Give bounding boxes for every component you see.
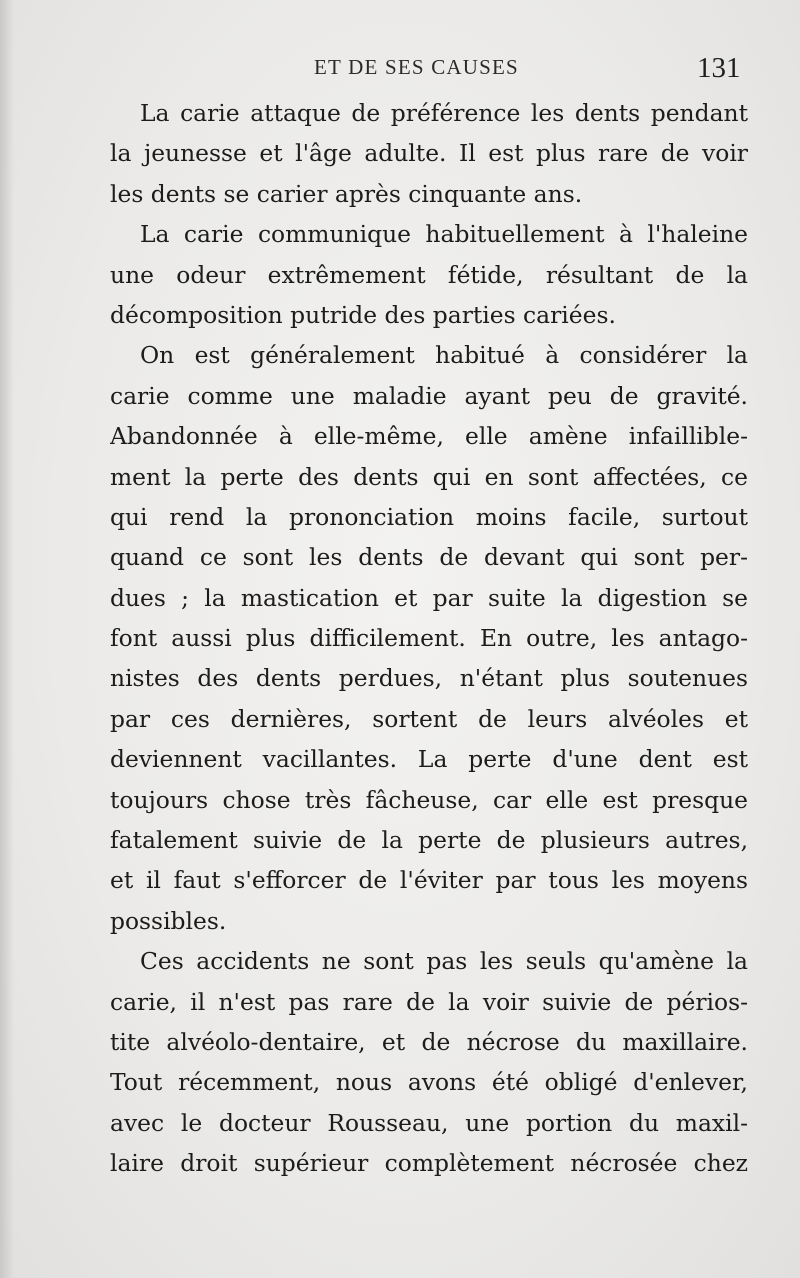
page-number: 131: [697, 52, 741, 84]
text-line: carie comme une maladie ayant peu de gravité.: [110, 381, 748, 410]
body-text: [110, 93, 748, 1184]
text-line: deviennent vacillantes. La perte d'une dent est: [110, 745, 748, 774]
text-line: les dents se carier après cinquante ans.: [110, 179, 583, 208]
text-line: fatalement suivie de la perte de plusieurs autres,: [110, 826, 748, 855]
text-line: laire droit supérieur complètement nécrosée chez: [110, 1149, 748, 1178]
page-edge-shadow: [0, 0, 14, 1278]
text-line: Abandonnée à elle-même, elle amène infaillible-: [110, 422, 748, 451]
text-line: carie, il n'est pas rare de la voir suivie de périos-: [110, 987, 748, 1016]
text-line: Tout récemment, nous avons été obligé d'enlever,: [110, 1068, 748, 1097]
text-line: nistes des dents perdues, n'étant plus soutenues: [110, 664, 748, 693]
text-line: la jeunesse et l'âge adulte. Il est plus rare de voir: [110, 139, 748, 168]
text-line: dues ; la mastication et par suite la digestion se: [110, 583, 748, 612]
text-line: La carie attaque de préférence les dents pendant: [140, 99, 748, 127]
text-line: décomposition putride des parties cariées.: [110, 300, 616, 329]
text-line: avec le docteur Rousseau, une portion du maxil-: [110, 1108, 748, 1137]
text-line: ment la perte des dents qui en sont affectées, ce: [110, 462, 748, 491]
text-line: quand ce sont les dents de devant qui sont per-: [110, 543, 748, 572]
text-line: qui rend la prononciation moins facile, surtout: [110, 502, 748, 531]
text-line: possibles.: [110, 906, 227, 935]
text-line: une odeur extrêmement fétide, résultant de la: [110, 260, 748, 289]
text-line: Ces accidents ne sont pas les seuls qu'amène la: [140, 947, 748, 976]
text-line: font aussi plus difficilement. En outre, les antago-: [110, 624, 748, 653]
running-title: ET DE SES CAUSES: [314, 55, 519, 79]
text-line: tite alvéolo-dentaire, et de nécrose du maxillaire.: [110, 1027, 748, 1056]
running-head: [0, 52, 800, 86]
text-line: toujours chose très fâcheuse, car elle est presque: [110, 785, 748, 814]
text-line: La carie communique habituellement à l'haleine: [140, 220, 748, 249]
text-line: On est généralement habitué à considérer la: [140, 341, 748, 370]
text-line: et il faut s'efforcer de l'éviter par tous les moyens: [110, 866, 748, 895]
text-line: par ces dernières, sortent de leurs alvéoles et: [110, 704, 748, 733]
